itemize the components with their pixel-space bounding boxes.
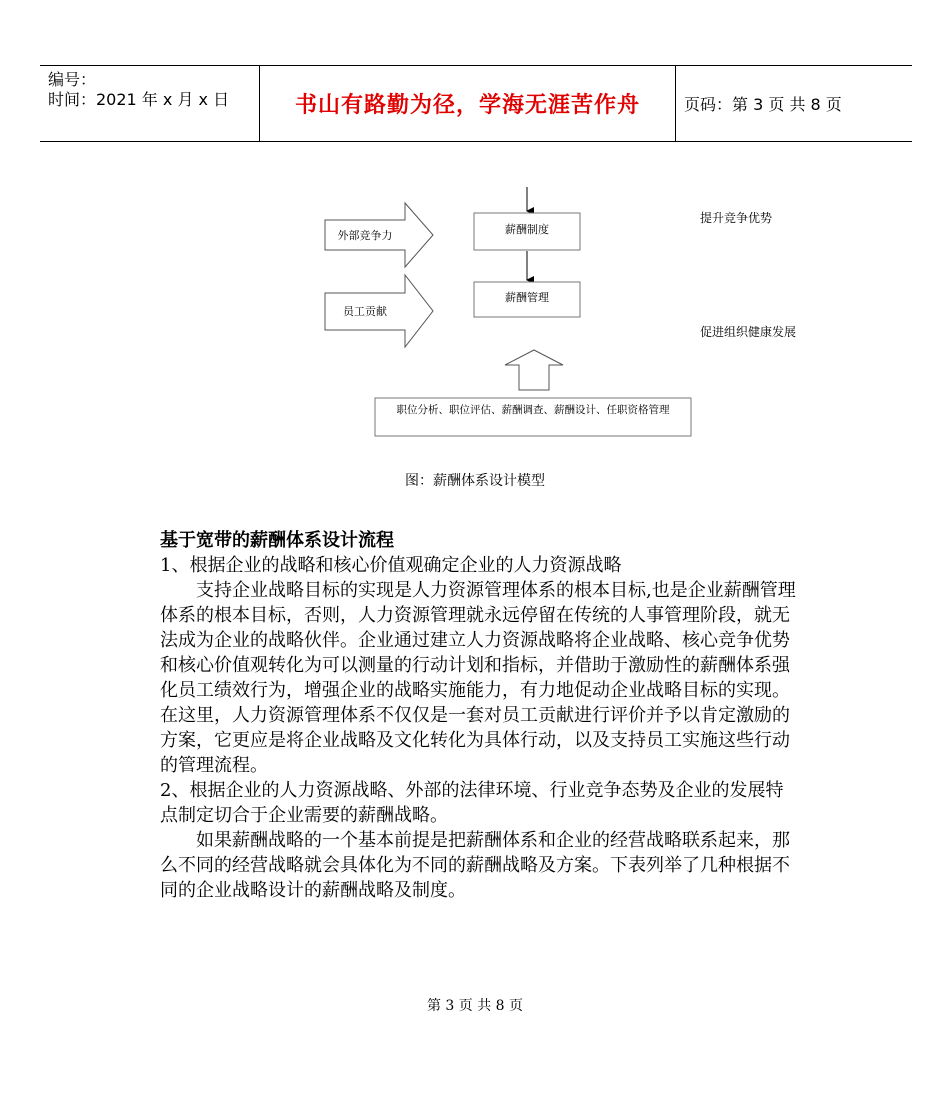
list-item-1: 1、根据企业的战略和核心价值观确定企业的人力资源战略 <box>160 555 622 576</box>
list-item-2: 2、根据企业的人力资源战略、外部的法律环境、行业竞争态势及企业的发展特点制定切合于企业需要的薪酬战略。 <box>160 780 784 826</box>
header-page-info: 页码：第 3 页 共 8 页 <box>684 95 842 114</box>
section-title: 基于宽带的薪酬体系设计流程 <box>160 530 394 551</box>
document-number-label: 编号： <box>48 70 97 89</box>
document-time: 时间：2021 年 x 月 x 日 <box>48 90 230 109</box>
header-motto-cell <box>259 66 676 141</box>
main-content <box>160 528 800 903</box>
employee-contribution-label: 员工贡献 <box>343 305 387 318</box>
paragraph-1: 支持企业战略目标的实现是人力资源管理体系的根本目标,也是企业薪酬管理体系的根本目标，否则，人力资源管理就永远停留在传统的人事管理阶段，就无法成为企业的战略伙伴。企业通过建立人力资源战略将企业战略、核心竞争优势和核心价值观转化为可以测量的行动计划和指标，并借助于激励性的薪酬体系强化员工绩效行为，增强企业的战略实施能力，有力地促动企业战略目标的实现。在这里，人力资源管理体系不仅仅是一套对员工贡献进行评价并予以肯定激励的方案，它更应是将企业战略及文化转化为具体行动，以及支持员工实施这些行动的管理流程。 <box>160 580 796 776</box>
header-meta <box>48 70 229 110</box>
header-motto: 书山有路勤为径，学海无涯苦作舟 <box>294 93 640 118</box>
promote-development-label: 促进组织健康发展 <box>700 325 797 339</box>
paragraph-2: 如果薪酬战略的一个基本前提是把薪酬体系和企业的经营战略联系起来，那么不同的经营战略就会具体化为不同的薪酬战略及方案。下表列举了几种根据不同的企业战略设计的薪酬战略及制度。 <box>160 830 790 901</box>
foundation-tasks-label: 职位分析、职位评估、薪酬调查、薪酬设计、任职资格管理 <box>396 404 670 416</box>
compensation-system-label: 薪酬制度 <box>505 223 549 236</box>
page-footer: 第 3 页 共 8 页 <box>426 998 524 1014</box>
external-competitiveness-label: 外部竞争力 <box>337 229 393 242</box>
improve-advantage-label: 提升竞争优势 <box>700 211 773 225</box>
hollow-up-arrow <box>505 350 563 390</box>
page-header <box>40 65 912 142</box>
compensation-model-diagram <box>300 185 840 445</box>
figure-caption: 图：薪酬体系设计模型 <box>405 473 545 489</box>
compensation-management-label: 薪酬管理 <box>505 291 549 304</box>
